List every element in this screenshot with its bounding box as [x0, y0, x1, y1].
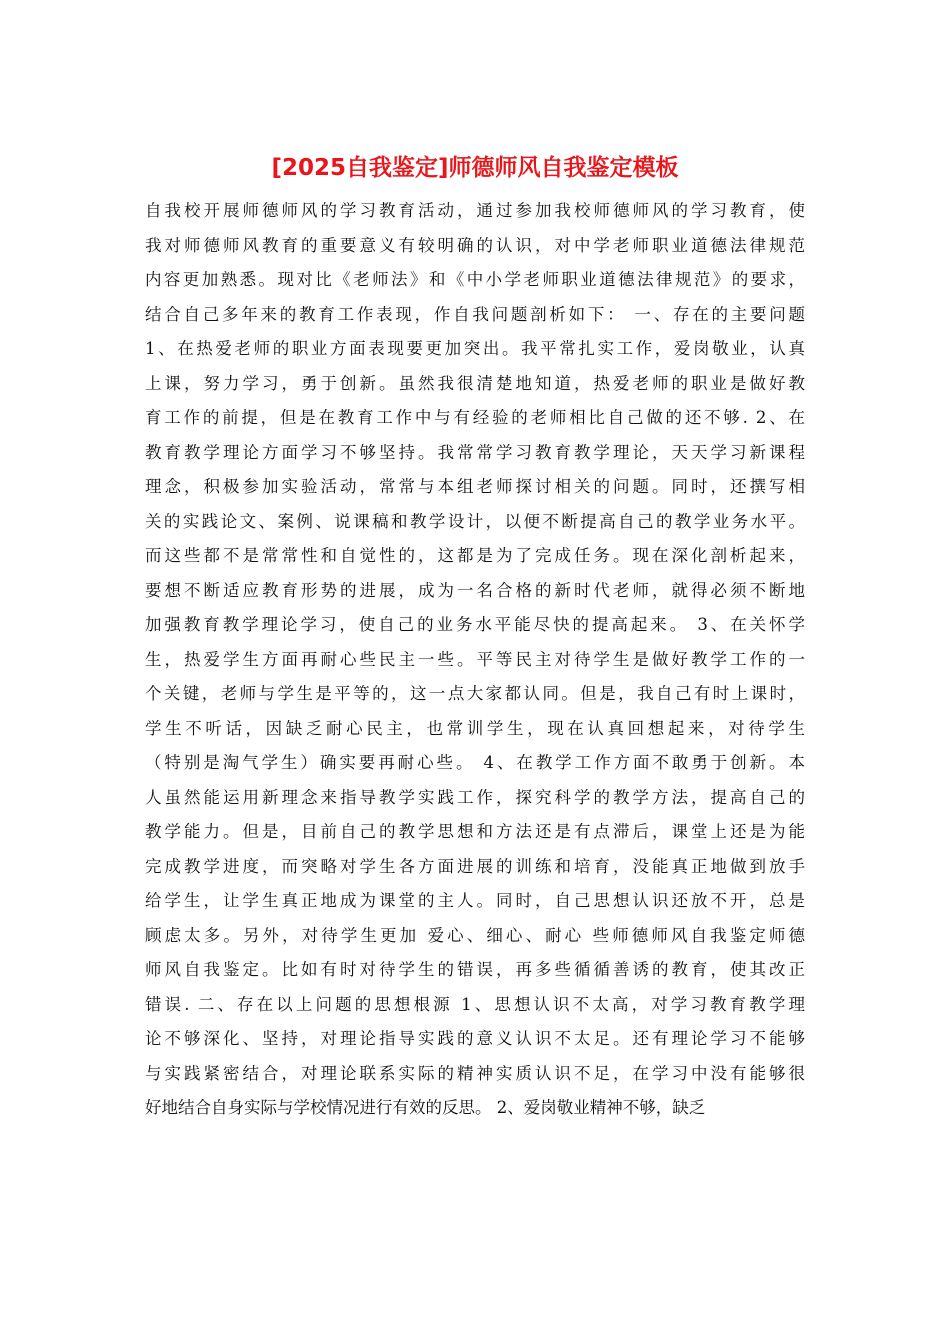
body-line-3: 内容更加熟悉。现对比《老师法》和《中小学老师职业道德法律规范》的要求，	[145, 270, 805, 289]
body-line-10: 关的实践论文、案例、说课稿和教学设计，以便不断提高自己的教学业务水平。	[145, 511, 805, 531]
body-line-24: 错误. 二、存在以上问题的思想根源 1、思想认识不太高，对学习教育教学理	[145, 994, 805, 1014]
body-line-4: 结合自己多年来的教育工作表现，作自我问题剖析如下： 一、存在的主要问题	[145, 304, 805, 324]
body-line-13: 加强教育教学理论学习，使自己的业务水平能尽快的提高起来。 3、在关怀学	[145, 615, 805, 634]
body-line-16: 学生不听话，因缺乏耐心民主，也常训学生，现在认真回想起来，对待学生	[145, 718, 805, 738]
body-line-19: 教学能力。但是，目前自己的教学思想和方法还是有点滞后，课堂上还是为能	[145, 822, 805, 841]
body-line-26: 与实践紧密结合，对理论联系实际的精神实质认识不足，在学习中没有能够很	[145, 1063, 805, 1083]
body-line-27: 好地结合自身实际与学校情况进行有效的反思。 2、爱岗敬业精神不够，缺乏	[145, 1098, 706, 1117]
body-line-23: 师风自我鉴定。比如有时对待学生的错误，再多些循循善诱的教育，使其改正	[145, 960, 805, 979]
document-title: [2025自我鉴定]师德师风自我鉴定模板	[271, 155, 679, 181]
body-line-7: 育工作的前提，但是在教育工作中与有经验的老师相比自己做的还不够. 2、在	[145, 408, 805, 427]
body-line-15: 个关键，老师与学生是平等的，这一点大家都认同。但是，我自己有时上课时，	[145, 684, 805, 703]
body-line-1: 自我校开展师德师风的学习教育活动，通过参加我校师德师风的学习教育，使	[145, 201, 805, 220]
body-line-5: 1、在热爱老师的职业方面表现要更加突出。我平常扎实工作，爱岗敬业，认真	[145, 339, 805, 358]
body-line-21: 给学生，让学生真正地成为课堂的主人。同时，自己思想认识还放不开，总是	[145, 891, 805, 910]
body-line-20: 完成教学进度，而突略对学生各方面进展的训练和培育，没能真正地做到放手	[145, 856, 805, 876]
body-line-12: 要想不断适应教育形势的进展，成为一名合格的新时代老师，就得必须不断地	[145, 580, 805, 600]
body-line-17: （特别是淘气学生）确实要再耐心些。 4、在教学工作方面不敢勇于创新。本	[145, 753, 805, 772]
body-line-22: 顾虑太多。另外，对待学生更加 爱心、细心、耐心 些师德师风自我鉴定师德	[145, 925, 805, 945]
document-body	[145, 194, 805, 1126]
body-line-18: 人虽然能运用新理念来指导教学实践工作，探究科学的教学方法，提高自己的	[145, 787, 805, 807]
body-line-8: 教育教学理论方面学习不够坚持。我常常学习教育教学理论，天天学习新课程	[145, 442, 805, 462]
body-line-25: 论不够深化、坚持，对理论指导实践的意义认识不太足。还有理论学习不能够	[145, 1029, 805, 1048]
body-line-9: 理念，积极参加实验活动，常常与本组老师探讨相关的问题。同时，还撰写相	[145, 477, 805, 496]
body-line-11: 而这些都不是常常性和自觉性的，这都是为了完成任务。现在深化剖析起来，	[145, 546, 805, 565]
body-line-14: 生，热爱学生方面再耐心些民主一些。平等民主对待学生是做好教学工作的一	[145, 649, 805, 669]
body-line-6: 上课，努力学习，勇于创新。虽然我很清楚地知道，热爱老师的职业是做好教	[145, 373, 805, 393]
body-line-2: 我对师德师风教育的重要意义有较明确的认识，对中学老师职业道德法律规范	[145, 235, 805, 255]
